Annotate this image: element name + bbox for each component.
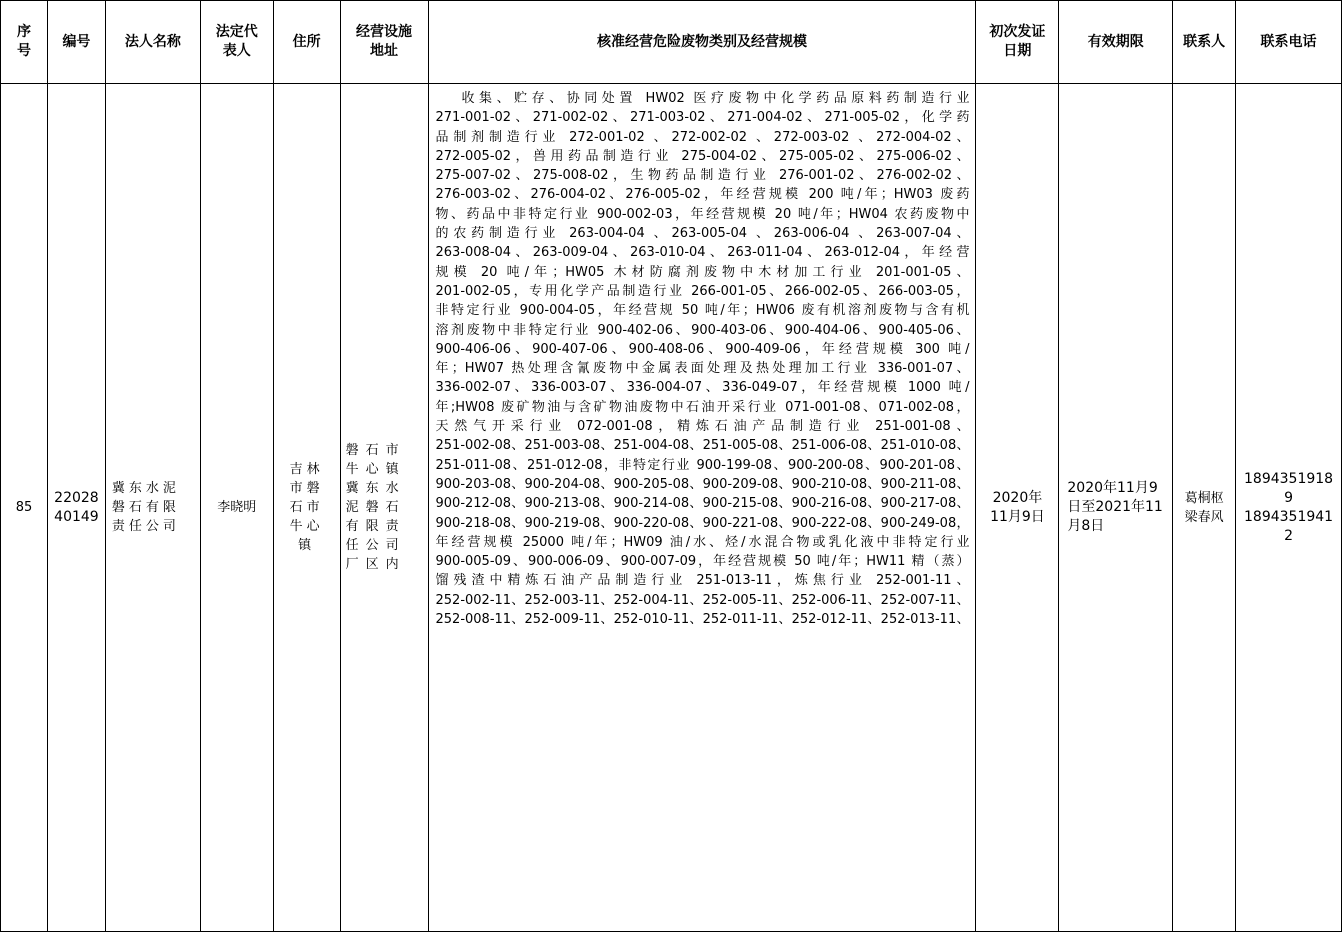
scope-line: 275-007-02、275-008-02，生物药品制造行业 276-001-02、276-002-02、	[435, 168, 970, 184]
contact-name: 梁春风	[1184, 509, 1224, 525]
cell-contacts	[1173, 84, 1236, 932]
scope-line: 900-005-09、900-006-09、900-007-09，年经营规模 50 吨/年；HW11 精（蒸）	[435, 554, 970, 570]
header-number: 编号	[47, 1, 105, 84]
scope-line: 201-002-05，专用化学产品制造行业 266-001-05、266-002-05、266-003-05，	[435, 283, 970, 299]
header-index: 序号	[1, 1, 48, 84]
scope-line: 900-218-08、900-219-08、900-220-08、900-221-08、900-222-08、900-249-08，	[435, 515, 970, 531]
scope-line: 年经营规模 25000 吨/年；HW09 油/水、烃/水混合物或乳化液中非特定行业	[435, 534, 970, 550]
header-phone: 联系电话	[1236, 1, 1342, 84]
cell-validity: 2020年11月9日至2021年11月8日	[1059, 84, 1173, 932]
phone-number: 18943519189	[1244, 470, 1334, 506]
header-scope: 核准经营危险废物类别及经营规模	[428, 1, 976, 84]
scope-line: 271-001-02、271-002-02、271-003-02、271-004-02、271-005-02，化学药	[435, 110, 970, 126]
scope-line: 天然气开采行业 072-001-08，精炼石油产品制造行业 251-001-08、	[435, 419, 970, 435]
cell-scope	[428, 84, 976, 932]
cell-residence: 吉林市磐石市牛心镇	[273, 84, 340, 932]
scope-line: 900-203-08、900-204-08、900-205-08、900-209-08、900-210-08、900-211-08、	[435, 476, 970, 492]
scope-line: 336-002-07、336-003-07、336-004-07、336-049-07，年经营规模 1000 吨/	[435, 380, 970, 396]
scope-line: 物、药品中非特定行业 900-002-03，年经营规模 20 吨/年；HW04 农药废物中	[435, 206, 970, 222]
header-legal-representative: 法定代表人	[200, 1, 273, 84]
scope-line: 276-003-02、276-004-02、276-005-02，年经营规模 200 吨/年；HW03 废药	[435, 187, 970, 203]
scope-line: 252-008-11、252-009-11、252-010-11、252-011-11、252-012-11、252-013-11、	[435, 612, 970, 628]
header-residence: 住所	[273, 1, 340, 84]
header-facility-address: 经营设施地址	[340, 1, 428, 84]
cell-legal-entity: 冀东水泥磐石有限责任公司	[105, 84, 200, 932]
scope-line: 规模 20 吨/年；HW05 木材防腐剂废物中木材加工行业 201-001-05、	[435, 264, 970, 280]
scope-line: 馏残渣中精炼石油产品制造行业 251-013-11，炼焦行业 252-001-11、	[435, 573, 970, 589]
scope-line: 251-002-08、251-003-08、251-004-08、251-005-08、251-006-08、251-010-08、	[435, 438, 970, 454]
cell-legal-representative: 李晓明	[200, 84, 273, 932]
scope-line: 年；HW07 热处理含氰废物中金属表面处理及热处理加工行业 336-001-07、	[435, 361, 970, 377]
cell-facility-address: 磐石市牛心镇冀东水泥磐石有限责任公司厂区内	[340, 84, 428, 932]
header-contact: 联系人	[1173, 1, 1236, 84]
cell-number: 2202840149	[47, 84, 105, 932]
header-validity: 有效期限	[1059, 1, 1173, 84]
header-legal-entity: 法人名称	[105, 1, 200, 84]
scope-line: 272-005-02，兽用药品制造行业 275-004-02、275-005-02、275-006-02、	[435, 148, 970, 164]
header-row	[1, 1, 1342, 84]
phone-number: 18943519412	[1244, 508, 1334, 544]
scope-line: 收集、贮存、协同处置 HW02 医疗废物中化学药品原料药制造行业	[461, 91, 970, 106]
scope-line: 非特定行业 900-004-05，年经营规 50 吨/年；HW06 废有机溶剂废物与含有机	[435, 303, 970, 319]
scope-line: 品制剂制造行业 272-001-02 、272-002-02 、272-003-02 、272-004-02、	[435, 129, 970, 145]
table-row	[1, 84, 1342, 932]
contact-name: 葛桐枢	[1184, 490, 1224, 506]
scope-line: 年;HW08 废矿物油与含矿物油废物中石油开采行业 071-001-08、071-002-08，	[435, 399, 970, 415]
scope-text	[436, 89, 970, 629]
scope-line: 900-406-06、900-407-06、900-408-06、900-409-06，年经营规模 300 吨/	[435, 341, 970, 357]
scope-line: 溶剂废物中非特定行业 900-402-06、900-403-06、900-404-06、900-405-06、	[435, 322, 970, 338]
scope-line: 252-002-11、252-003-11、252-004-11、252-005-11、252-006-11、252-007-11、	[435, 592, 970, 608]
scope-line: 251-011-08、251-012-08，非特定行业 900-199-08、900-200-08、900-201-08、	[435, 457, 970, 473]
scope-line: 的农药制造行业 263-004-04 、263-005-04 、263-006-04 、263-007-04、	[435, 226, 970, 242]
header-first-issue-date: 初次发证日期	[976, 1, 1059, 84]
cell-first-issue-date: 2020年11月9日	[976, 84, 1059, 932]
scope-line: 900-212-08、900-213-08、900-214-08、900-215-08、900-216-08、900-217-08、	[435, 496, 970, 512]
scope-line: 263-008-04、263-009-04、263-010-04、263-011-04、263-012-04，年经营	[435, 245, 970, 261]
cell-index: 85	[1, 84, 48, 932]
cell-phones	[1236, 84, 1342, 932]
